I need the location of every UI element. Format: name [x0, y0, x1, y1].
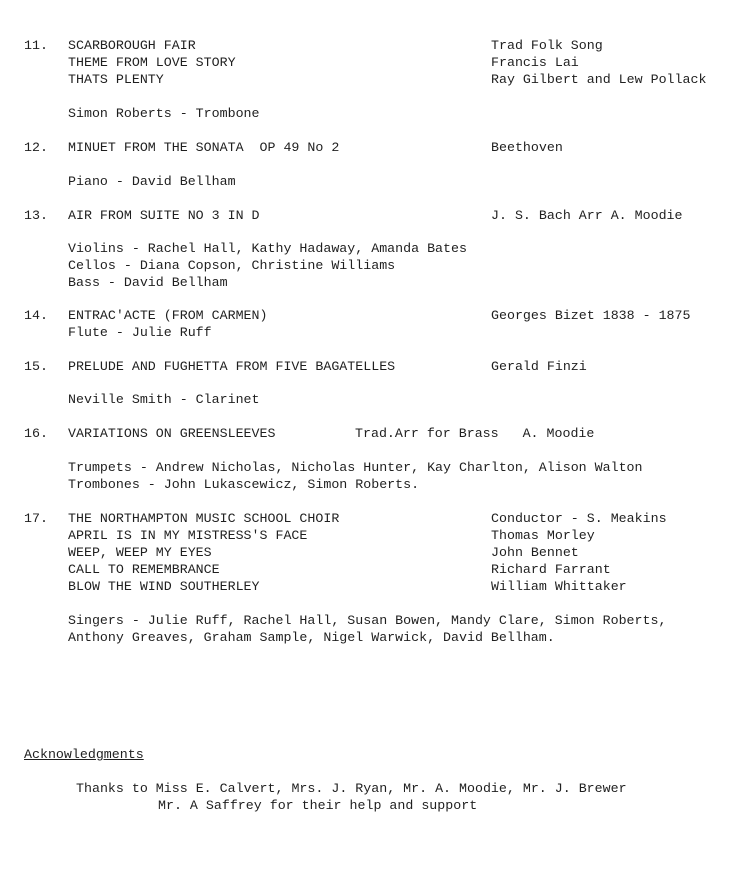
item-title: MINUET FROM THE SONATA OP 49 No 2 [68, 140, 340, 155]
item-composer: Ray Gilbert and Lew Pollack [491, 72, 707, 87]
item-number: 13. [24, 208, 48, 223]
item-title: CALL TO REMEMBRANCE [68, 562, 220, 577]
item-performer: Trombones - John Lukascewicz, Simon Roberts. [68, 477, 420, 492]
item-composer: Richard Farrant [491, 562, 611, 577]
item-title: BLOW THE WIND SOUTHERLEY [68, 579, 260, 594]
item-number: 14. [24, 308, 48, 323]
item-title: THE NORTHAMPTON MUSIC SCHOOL CHOIR [68, 511, 340, 526]
item-number: 11. [24, 38, 48, 53]
item-composer: Gerald Finzi [491, 359, 587, 374]
item-performer: Simon Roberts - Trombone [68, 106, 260, 121]
item-arrangement: Trad.Arr for Brass A. Moodie [355, 426, 595, 441]
item-composer: Conductor - S. Meakins [491, 511, 667, 526]
item-performer: Violins - Rachel Hall, Kathy Hadaway, Amanda Bates [68, 241, 467, 256]
item-title: THEME FROM LOVE STORY [68, 55, 236, 70]
item-performer: Cellos - Diana Copson, Christine Williams [68, 258, 396, 273]
acknowledgments-title: Acknowledgments [24, 747, 144, 762]
item-title: VARIATIONS ON GREENSLEEVES [68, 426, 276, 441]
item-composer: Beethoven [491, 140, 563, 155]
acknowledgments-line: Thanks to Miss E. Calvert, Mrs. J. Ryan, Mr. A. Moodie, Mr. J. Brewer [76, 781, 627, 796]
item-title: THATS PLENTY [68, 72, 164, 87]
item-performer: Anthony Greaves, Graham Sample, Nigel Warwick, David Bellham. [68, 630, 555, 645]
item-performer: Neville Smith - Clarinet [68, 392, 260, 407]
item-performer: Trumpets - Andrew Nicholas, Nicholas Hunter, Kay Charlton, Alison Walton [68, 460, 643, 475]
item-title: AIR FROM SUITE NO 3 IN D [68, 208, 260, 223]
item-performer: Singers - Julie Ruff, Rachel Hall, Susan Bowen, Mandy Clare, Simon Roberts, [68, 613, 667, 628]
item-composer: Georges Bizet 1838 - 1875 [491, 308, 691, 323]
item-composer: Thomas Morley [491, 528, 595, 543]
item-title: WEEP, WEEP MY EYES [68, 545, 212, 560]
item-composer: John Bennet [491, 545, 579, 560]
item-performer: Flute - Julie Ruff [68, 325, 212, 340]
item-composer: J. S. Bach Arr A. Moodie [491, 208, 683, 223]
item-number: 16. [24, 426, 48, 441]
item-number: 17. [24, 511, 48, 526]
item-title: APRIL IS IN MY MISTRESS'S FACE [68, 528, 308, 543]
item-performer: Bass - David Bellham [68, 275, 228, 290]
item-title: ENTRAC'ACTE (FROM CARMEN) [68, 308, 268, 323]
item-composer: Trad Folk Song [491, 38, 603, 53]
item-performer: Piano - David Bellham [68, 174, 236, 189]
item-number: 15. [24, 359, 48, 374]
item-title: PRELUDE AND FUGHETTA FROM FIVE BAGATELLES [68, 359, 396, 374]
item-title: SCARBOROUGH FAIR [68, 38, 196, 53]
item-composer: William Whittaker [491, 579, 627, 594]
item-number: 12. [24, 140, 48, 155]
acknowledgments-line: Mr. A Saffrey for their help and support [158, 798, 478, 813]
item-composer: Francis Lai [491, 55, 579, 70]
